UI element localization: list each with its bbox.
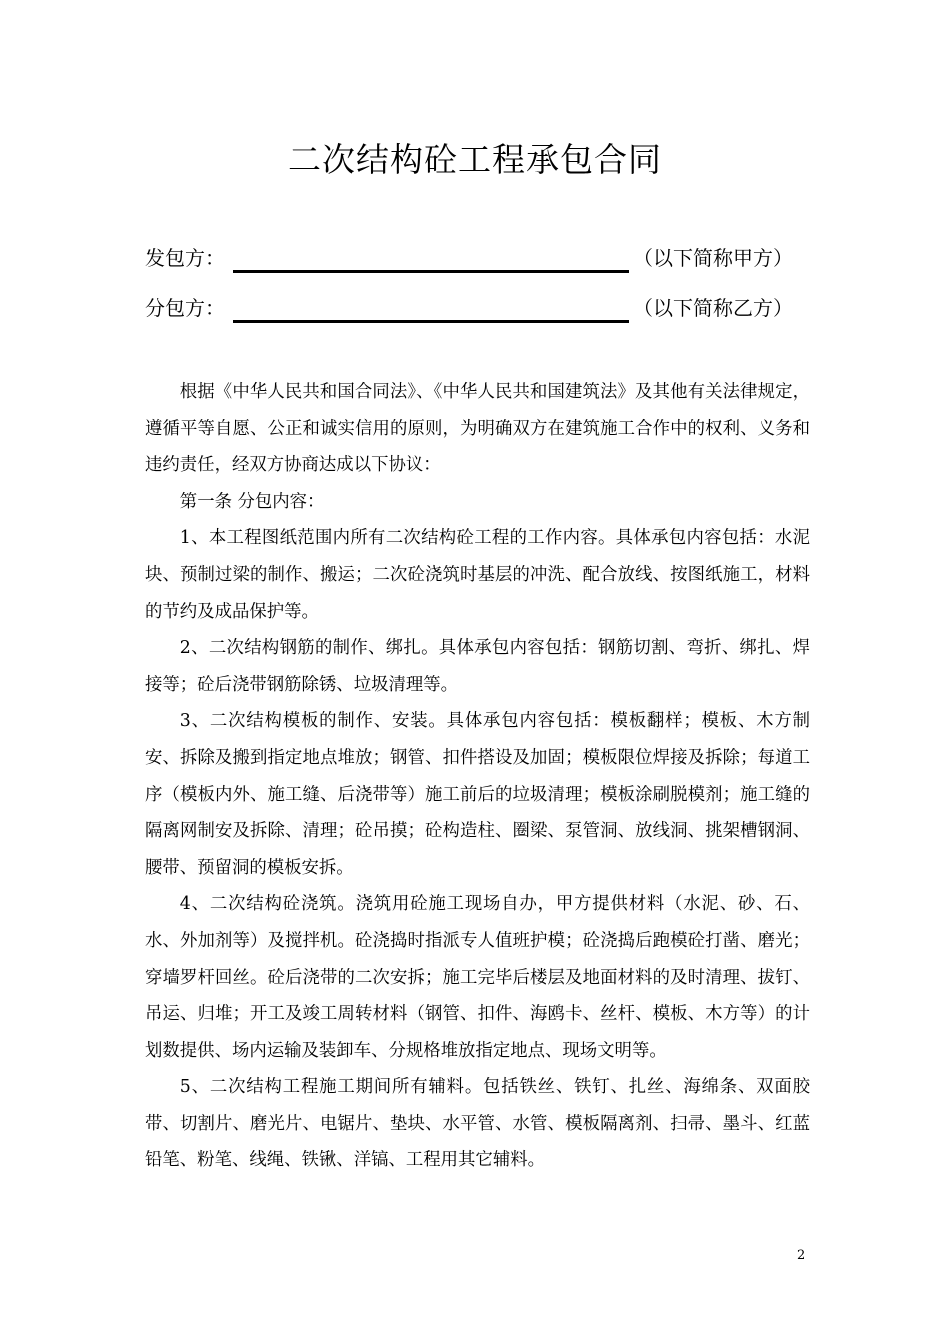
party-row-contractor: [145, 238, 810, 278]
contractor-fill-line[interactable]: [233, 270, 629, 273]
page-number: 2: [797, 1248, 806, 1263]
party-row-subcontractor: [145, 288, 810, 328]
article-heading: 第一条 分包内容：: [179, 491, 325, 512]
subcontractor-suffix: （以下简称乙方）: [633, 296, 793, 320]
clause-paragraph: 3、二次结构模板的制作、安装。具体承包内容包括：模板翻样；模板、木方制安、拆除及搬到指定地点堆放；钢管、扣件搭设及加固；模板限位焊接及拆除；每道工序（模板内外、施工缝、后浇带等）施工前后的垃圾清理；模板涂刷脱模剂；施工缝的隔离网制安及拆除、清理；砼吊摸；砼构造柱、圈梁、泵管洞、放线洞、挑架槽钢洞、腰带、预留洞的模板安拆。: [145, 711, 810, 878]
clause-paragraph: 5、二次结构工程施工期间所有辅料。包括铁丝、铁钉、扎丝、海绵条、双面胶带、切割片、磨光片、电锯片、垫块、水平管、水管、模板隔离剂、扫帚、墨斗、红蓝铅笔、粉笔、线绳、铁锹、洋镐、工程用其它辅料。: [145, 1077, 810, 1171]
clause-paragraph: 4、二次结构砼浇筑。浇筑用砼施工现场自办，甲方提供材料（水泥、砂、石、水、外加剂等）及搅拌机。砼浇捣时指派专人值班护模；砼浇捣后跑模砼打凿、磨光；穿墙罗杆回丝。砼后浇带的二次安拆；施工完毕后楼层及地面材料的及时清理、拔钉、吊运、归堆；开工及竣工周转材料（钢管、扣件、海鸥卡、丝杆、模板、木方等）的计划数提供、场内运输及装卸车、分规格堆放指定地点、现场文明等。: [145, 894, 810, 1061]
contract-title: 二次结构砼工程承包合同: [288, 140, 662, 179]
contractor-label: 发包方：: [145, 246, 225, 270]
contract-body: [145, 374, 810, 1179]
clause-paragraph: 2、二次结构钢筋的制作、绑扎。具体承包内容包括：钢筋切割、弯折、绑扎、焊接等；砼后浇带钢筋除锈、垃圾清理等。: [145, 638, 810, 695]
subcontractor-label: 分包方：: [145, 296, 225, 320]
subcontractor-fill-line[interactable]: [233, 320, 629, 323]
clause-paragraph: 1、本工程图纸范围内所有二次结构砼工程的工作内容。具体承包内容包括：水泥块、预制过梁的制作、搬运；二次砼浇筑时基层的冲洗、配合放线、按图纸施工，材料的节约及成品保护等。: [145, 528, 810, 622]
preamble-paragraph: 根据《中华人民共和国合同法》、《中华人民共和国建筑法》及其他有关法律规定，遵循平等自愿、公正和诚实信用的原则，为明确双方在建筑施工合作中的权利、义务和违约责任，经双方协商达成以下协议：: [145, 382, 810, 476]
contractor-suffix: （以下简称甲方）: [633, 246, 793, 270]
